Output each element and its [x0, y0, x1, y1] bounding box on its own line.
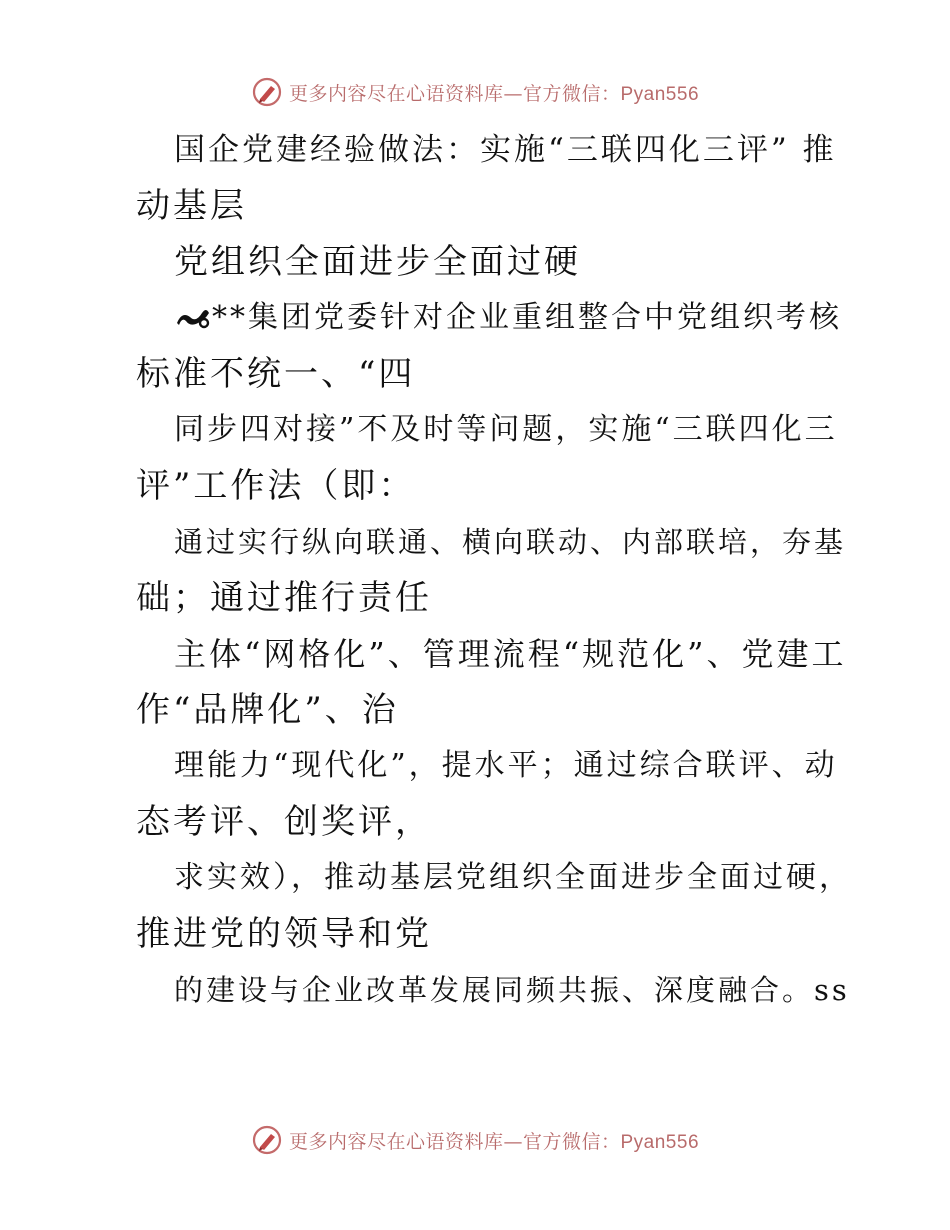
text-line: 态考评、创奖评，	[136, 802, 432, 842]
pen-logo-icon	[251, 76, 283, 108]
watermark-wechat-id: Pyan556	[620, 83, 700, 105]
text-line: 主体“网格化”、管理流程“规范化”、党建工	[174, 635, 847, 673]
text-line	[98, 290, 854, 346]
watermark-label: 更多内容尽在心语资料库—官方微信：	[288, 82, 621, 105]
decorative-glyph-icon	[174, 303, 212, 331]
watermark-text	[289, 79, 699, 106]
text-line: 标准不统一、“四	[136, 354, 416, 394]
pen-logo-icon	[251, 1124, 283, 1156]
text-line: 党组织全面进步全面过硬	[174, 242, 581, 282]
paragraph	[98, 626, 854, 738]
document-body	[98, 122, 854, 1018]
paragraph	[98, 738, 854, 850]
text-line: 动基层	[136, 186, 247, 226]
paragraph	[98, 850, 854, 962]
paragraph	[98, 402, 854, 514]
paragraph-title	[98, 122, 854, 234]
text-line-content: **集团党委针对企业重组整合中党组织考核	[212, 300, 842, 335]
paragraph	[98, 290, 854, 402]
paragraph-subtitle	[98, 234, 854, 290]
text-line: 的建设与企业改革发展同频共振、深度融合。ss	[174, 973, 850, 1007]
text-line: 求实效），推动基层党组织全面进步全面过硬，	[174, 860, 852, 895]
text-line: 推进党的领导和党	[136, 914, 432, 954]
footer-watermark	[0, 1120, 950, 1160]
text-line: 作“品牌化”、治	[136, 690, 399, 730]
text-line: 通过实行纵向联通、横向联动、内部联培，夯基	[174, 525, 847, 559]
text-line: 础；通过推行责任	[136, 578, 432, 618]
text-line: 国企党建经验做法：实施“三联四化三评” 推	[174, 132, 837, 168]
watermark-label: 更多内容尽在心语资料库—官方微信：	[288, 1130, 621, 1153]
text-line: 同步四对接”不及时等问题，实施“三联四化三	[174, 412, 838, 447]
header-watermark	[0, 72, 950, 112]
paragraph	[98, 962, 854, 1018]
watermark-wechat-id: Pyan556	[620, 1131, 700, 1153]
watermark-text	[289, 1127, 699, 1154]
text-line: 评”工作法（即：	[136, 466, 416, 506]
text-line: 理能力“现代化”，提水平；通过综合联评、动	[174, 748, 838, 783]
paragraph	[98, 514, 854, 626]
